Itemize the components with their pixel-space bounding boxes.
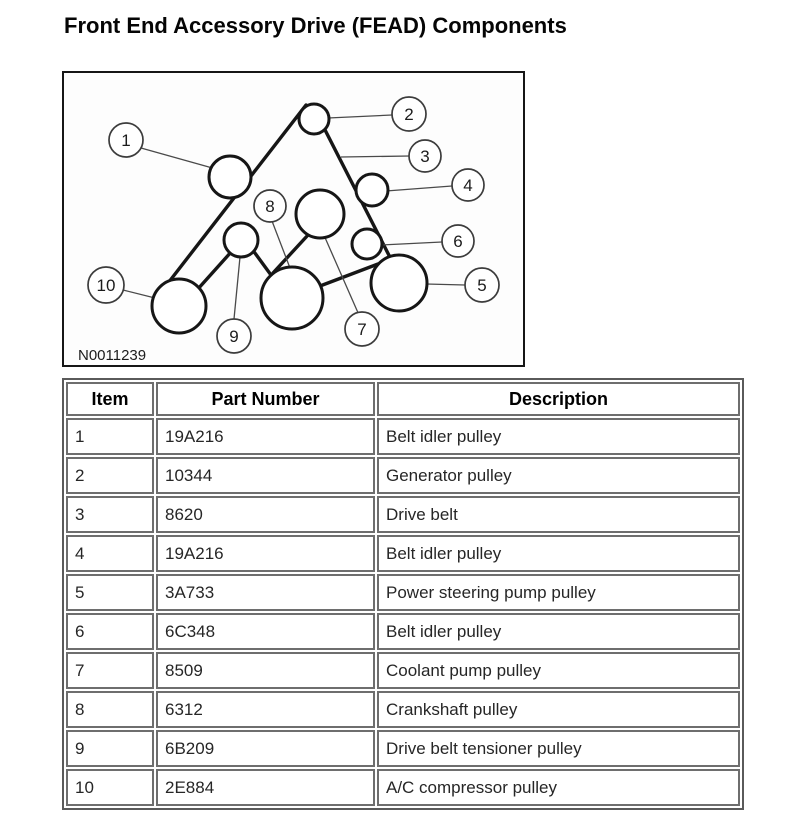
callout-label-9: 9 [229,327,239,346]
table-row [66,535,740,572]
callout-label-5: 5 [477,276,487,295]
table-cell-item: 10 [66,769,154,806]
table-cell-part-number: 8509 [156,652,375,689]
table-cell-description: Crankshaft pulley [377,691,740,728]
table-row [66,652,740,689]
table-cell-description: Power steering pump pulley [377,574,740,611]
belt-segment-tensioner-to-crankshaft [252,249,271,275]
callout-label-3: 3 [420,147,430,166]
table-cell-part-number: 19A216 [156,418,375,455]
pulleys [152,104,430,333]
pulley-power-steering-pump [371,255,427,311]
table-cell-description: Belt idler pulley [377,418,740,455]
table-cell-item: 9 [66,730,154,767]
figure-number-label: N0011239 [78,347,147,364]
belt-segment-crankshaft-to-power-steering [320,264,378,286]
belt-routing-diagram [64,73,523,365]
table-cell-description: A/C compressor pulley [377,769,740,806]
table-cell-item: 7 [66,652,154,689]
column-header-description: Description [377,382,740,416]
callout-label-4: 4 [463,176,473,195]
column-header-part-number: Part Number [156,382,375,416]
leader-line-8 [272,221,290,268]
table-row [66,496,740,533]
table-cell-part-number: 6B209 [156,730,375,767]
callout-label-7: 7 [357,320,367,339]
table-cell-item: 3 [66,496,154,533]
table-cell-part-number: 6C348 [156,613,375,650]
table-row [66,613,740,650]
table-row [66,730,740,767]
leader-line-9 [234,257,240,319]
pulley-belt-idler-6 [352,229,382,259]
callout-label-10: 10 [96,276,116,295]
leader-line-5 [426,284,465,285]
table-cell-part-number: 8620 [156,496,375,533]
leader-line-2 [328,115,392,118]
callout-label-8: 8 [265,197,275,216]
table-cell-description: Belt idler pulley [377,535,740,572]
leader-line-3 [341,156,410,157]
table-cell-item: 6 [66,613,154,650]
parts-table-header [66,382,740,416]
table-cell-item: 8 [66,691,154,728]
table-cell-item: 1 [66,418,154,455]
pulley-generator [299,104,329,134]
pulley-ac-compressor [152,279,206,333]
fead-diagram-figure [62,71,525,367]
header-row [66,382,740,416]
belt-segment-ac-to-tensioner [197,251,232,290]
pulley-belt-idler-1 [209,156,251,198]
leader-line-4 [386,186,452,191]
table-cell-description: Belt idler pulley [377,613,740,650]
manual-page [0,13,804,810]
table-cell-part-number: 6312 [156,691,375,728]
table-row [66,574,740,611]
pulley-belt-idler-4 [356,174,388,206]
table-cell-description: Drive belt [377,496,740,533]
callout-label-1: 1 [121,131,131,150]
callout-label-2: 2 [404,105,414,124]
table-cell-description: Drive belt tensioner pulley [377,730,740,767]
table-cell-item: 4 [66,535,154,572]
parts-table-body [66,418,740,806]
table-cell-part-number: 10344 [156,457,375,494]
pulley-crankshaft [261,267,323,329]
parts-table [62,378,744,810]
table-row [66,418,740,455]
table-cell-description: Coolant pump pulley [377,652,740,689]
pulley-coolant-pump [296,190,344,238]
page-title: Front End Accessory Drive (FEAD) Components [64,13,567,38]
callout-label-6: 6 [453,232,463,251]
table-cell-part-number: 3A733 [156,574,375,611]
table-row [66,691,740,728]
table-cell-item: 5 [66,574,154,611]
pulley-drive-belt-tensioner [224,223,258,257]
leader-line-1 [141,148,216,169]
table-row [66,457,740,494]
leader-line-6 [381,242,442,245]
table-cell-part-number: 2E884 [156,769,375,806]
table-row [66,769,740,806]
table-cell-item: 2 [66,457,154,494]
column-header-item: Item [66,382,154,416]
table-cell-part-number: 19A216 [156,535,375,572]
table-cell-description: Generator pulley [377,457,740,494]
